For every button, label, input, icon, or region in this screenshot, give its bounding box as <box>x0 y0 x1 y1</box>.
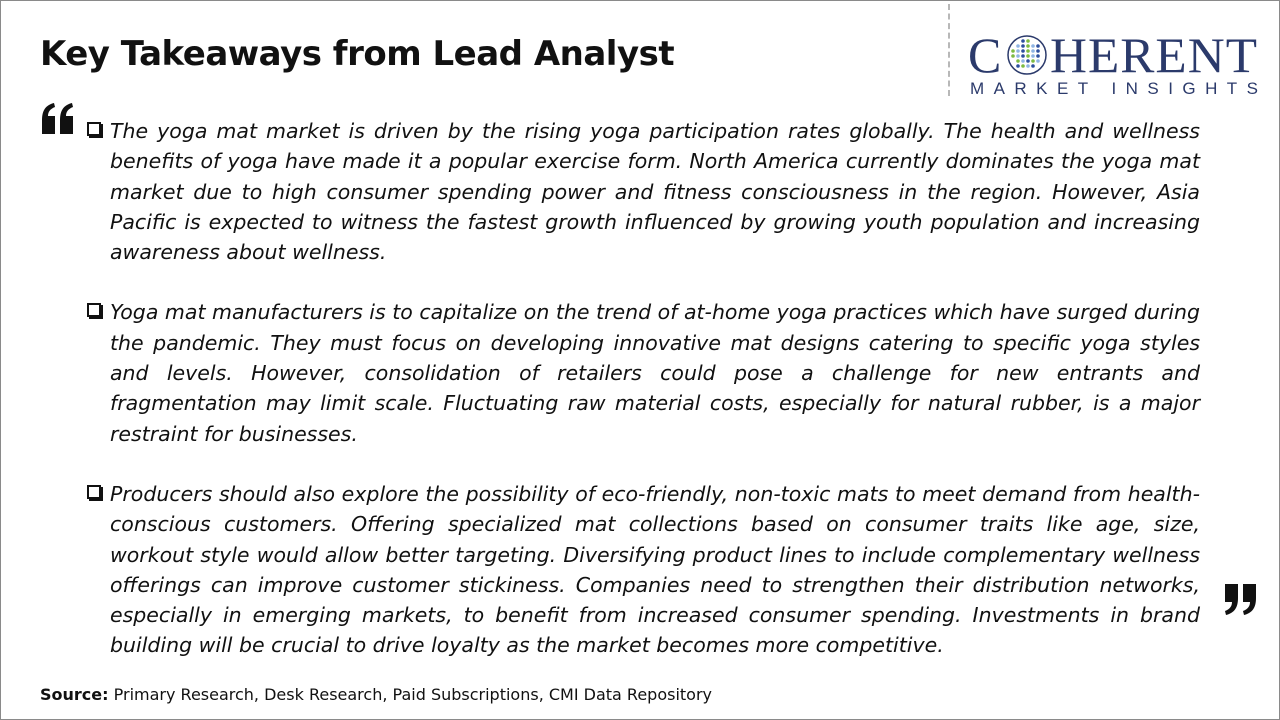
takeaway-text: The yoga mat market is driven by the rising yoga participation rates globally. The health and wellness benefits of yoga have made it a popular exercise form. North America currently dominates the yoga mat market due to high consumer spending power and fitness consciousness in the region. However, Asia Pacific is expected to witness the fastest growth influenced by growing youth population and increasing awareness about wellness. <box>110 119 1200 265</box>
logo-dot <box>1031 59 1035 63</box>
logo-dot <box>1016 54 1020 58</box>
logo-dot <box>1021 39 1025 43</box>
logo-letter-c: C <box>968 28 1003 83</box>
logo-divider <box>948 4 950 96</box>
logo-dot <box>1021 49 1025 53</box>
source-note <box>40 685 712 704</box>
takeaway-text: Yoga mat manufacturers is to capitalize on the trend of at-home yoga practices which have surged during the pandemic. They must focus on developing innovative mat designs catering to specific yoga styles and levels. However, consolidation of retailers could pose a challenge for new entrants and fragmentation may limit scale. Fluctuating raw material costs, especially for natural rubber, is a major restraint for businesses. <box>110 300 1200 446</box>
list-item <box>86 297 1200 448</box>
logo-dot <box>1021 59 1025 63</box>
source-label: Source: <box>40 685 109 704</box>
dot-grid-globe-icon <box>1008 36 1046 74</box>
logo-dot <box>1031 49 1035 53</box>
checkbox-bullet-icon <box>87 122 101 136</box>
logo-dot <box>1031 44 1035 48</box>
logo-dot <box>1031 64 1035 68</box>
company-logo <box>968 28 1268 98</box>
list-item <box>86 479 1200 661</box>
checkbox-bullet-icon <box>87 303 101 317</box>
logo-dot <box>1036 49 1040 53</box>
checkbox-bullet-icon <box>87 485 101 499</box>
logo-dot <box>1026 39 1030 43</box>
close-quote-icon <box>1222 582 1258 620</box>
logo-dot <box>1016 59 1020 63</box>
logo-dot <box>1026 64 1030 68</box>
logo-dot <box>1031 54 1035 58</box>
logo-word-herent: HERENT <box>1050 28 1258 83</box>
logo-dot <box>1036 44 1040 48</box>
page-title: Key Takeaways from Lead Analyst <box>40 34 675 74</box>
coherent-logo-graphic <box>968 28 1268 98</box>
logo-dot <box>1026 49 1030 53</box>
logo-dot <box>1011 54 1015 58</box>
logo-dot <box>1021 64 1025 68</box>
logo-dot <box>1026 54 1030 58</box>
logo-subtitle: MARKET INSIGHTS <box>970 79 1258 98</box>
logo-dot <box>1021 54 1025 58</box>
list-item <box>86 116 1200 267</box>
logo-dot <box>1036 54 1040 58</box>
logo-dot <box>1016 64 1020 68</box>
open-quote-icon <box>40 102 76 140</box>
source-text: Primary Research, Desk Research, Paid Subscriptions, CMI Data Repository <box>113 685 713 704</box>
logo-dot <box>1021 44 1025 48</box>
logo-dot <box>1036 59 1040 63</box>
takeaways-list <box>86 116 1200 691</box>
logo-dot <box>1026 44 1030 48</box>
takeaway-text: Producers should also explore the possibility of eco-friendly, non-toxic mats to meet demand from health-conscious customers. Offering specialized mat collections based on consumer traits like age, size, workout style would allow better targeting. Diversifying product lines to include complementary wellness offerings can improve customer stickiness. Companies need to strengthen their distribution networks, especially in emerging markets, to benefit from increased consumer spending. Investments in brand building will be crucial to drive loyalty as the market becomes more competitive. <box>110 481 1200 658</box>
logo-dot <box>1016 44 1020 48</box>
logo-dot <box>1016 49 1020 53</box>
logo-dot <box>1026 59 1030 63</box>
logo-dot <box>1011 49 1015 53</box>
